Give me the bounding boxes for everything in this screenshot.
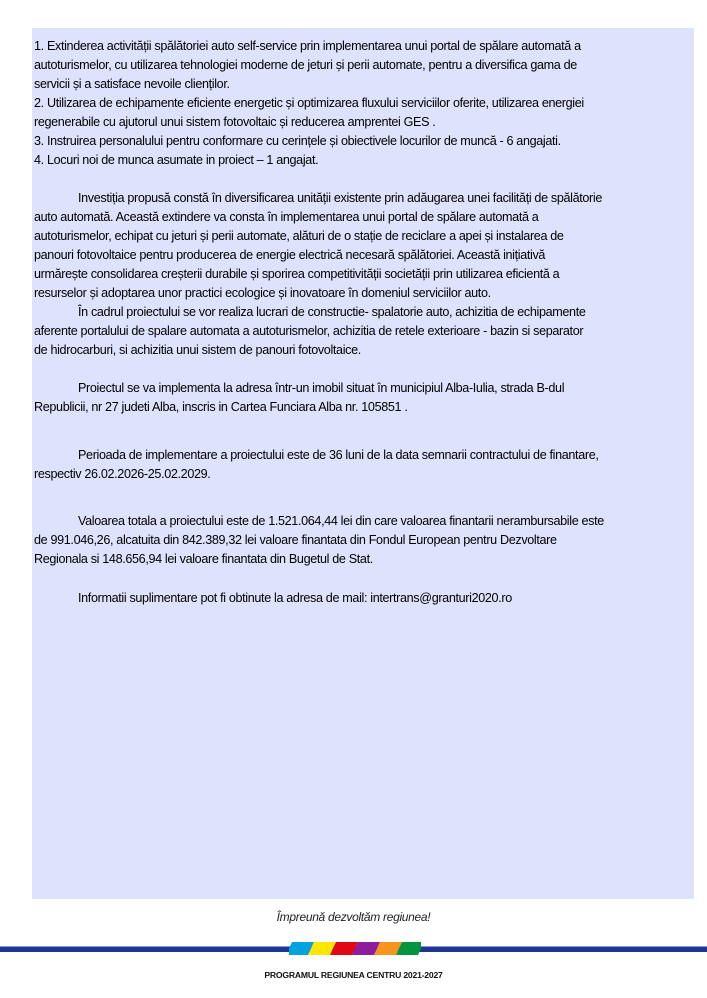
investment-paragraph-line-2: auto automată. Această extindere va consta în implementarea unui portal de spălare automată a bbox=[34, 210, 539, 224]
investment-paragraph-line-1: Investiția propusă constă în diversificarea unității existente prin adăugarea unei facilități de spălătorie bbox=[78, 191, 602, 205]
objective-3-line-1: 3. Instruirea personalului pentru conformare cu cerințele și obiectivele locurilor de muncă - 6 angajati. bbox=[34, 134, 561, 148]
investment-paragraph-line-3: autoturismelor, echipat cu jeturi și perii automate, alături de o stație de reciclare a apei și instalarea de bbox=[34, 229, 564, 243]
location-paragraph-line-2: Republicii, nr 27 judeti Alba, inscris in Cartea Funciara Alba nr. 105851 . bbox=[34, 400, 408, 414]
investment-paragraph-line-4: panouri fotovoltaice pentru producerea de energie electrică necesară spălătoriei. Această inițiativă bbox=[34, 248, 546, 262]
objective-2-line-1: 2. Utilizarea de echipamente eficiente energetic și optimizarea fluxului serviciilor oferite, utilizarea energiei bbox=[34, 96, 584, 110]
works-paragraph-line-3: de hidrocarburi, si achizitia unui sistem de panouri fotovoltaice. bbox=[34, 343, 361, 357]
objective-1-line-2: autoturismelor, cu utilizarea tehnologiei moderne de jeturi și perii automate, pentru a diversifica gama de bbox=[34, 58, 577, 72]
contact-paragraph-line-1: Informatii suplimentare pot fi obtinute la adresa de mail: intertrans@granturi2020.ro bbox=[78, 591, 512, 605]
project-info-box bbox=[32, 28, 694, 899]
value-paragraph-line-3: Regionala si 148.656,94 lei valoare finantata din Bugetul de Stat. bbox=[34, 552, 373, 566]
works-paragraph-line-2: aferente portalului de spalare automata a autoturismelor, achizitia de retele exterioare - bazin si separator bbox=[34, 324, 584, 338]
investment-paragraph-line-5: urmărește consolidarea creșterii durabile și sporirea competitivității societății prin utilizarea eficientă a bbox=[34, 267, 560, 281]
value-paragraph-line-1: Valoarea totala a proiectului este de 1.521.064,44 lei din care valoarea finantarii nerambursabile este bbox=[78, 514, 604, 528]
investment-paragraph-line-6: resurselor și adoptarea unor practici ecologice și inovatoare în domeniul serviciilor auto. bbox=[34, 286, 491, 300]
objective-2-line-2: regenerabile cu ajutorul unui sistem fotovoltaic și reducerea amprentei GES . bbox=[34, 115, 436, 129]
period-paragraph-line-2: respectiv 26.02.2026-25.02.2029. bbox=[34, 467, 211, 481]
works-paragraph-line-1: În cadrul proiectului se vor realiza lucrari de constructie- spalatorie auto, achizitia de echipamente bbox=[78, 305, 586, 319]
program-title: PROGRAMUL REGIUNEA CENTRU 2021-2027 bbox=[264, 970, 443, 980]
objective-1-line-3: servicii și a satisface nevoile clienților. bbox=[34, 77, 230, 91]
objective-4-line-1: 4. Locuri noi de munca asumate in proiect – 1 angajat. bbox=[34, 153, 319, 167]
regional-color-triangles bbox=[289, 942, 421, 955]
period-paragraph-line-1: Perioada de implementare a proiectului este de 36 luni de la data semnarii contractului de finantare, bbox=[78, 448, 599, 462]
objective-1-line-1: 1. Extinderea activității spălătoriei auto self-service prin implementarea unui portal de spălare automată a bbox=[34, 39, 581, 53]
footer-slogan: Împreună dezvoltăm regiunea! bbox=[276, 910, 431, 924]
location-paragraph-line-1: Proiectul se va implementa la adresa într-un imobil situat în municipiul Alba-Iulia, strada B-dul bbox=[78, 381, 565, 395]
value-paragraph-line-2: de 991.046,26, alcatuita din 842.389,32 lei valoare finantata din Fondul European pentru Dezvoltare bbox=[34, 533, 557, 547]
